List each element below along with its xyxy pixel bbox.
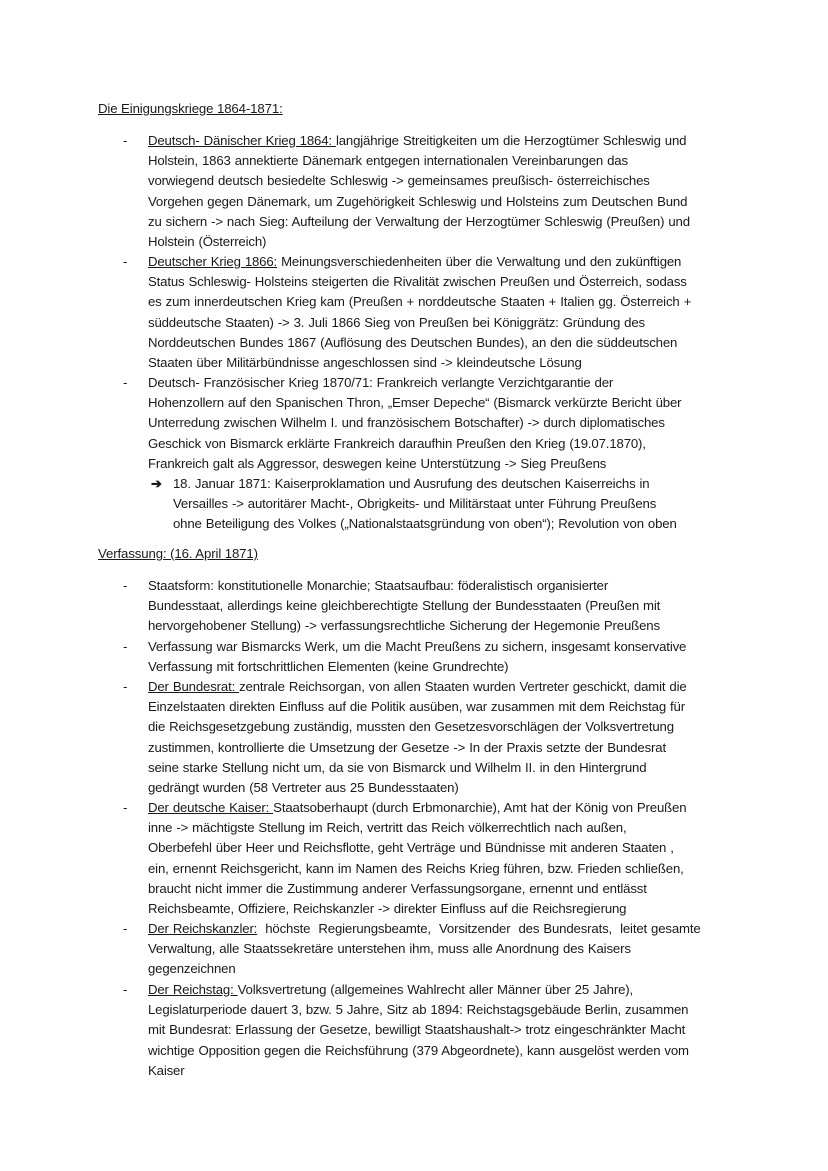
list-item-bismarcks-werk (123, 637, 733, 677)
item-lead: Der Reichskanzler: (148, 921, 258, 936)
item-lead: Der deutsche Kaiser: (148, 800, 274, 815)
list-item-bundesrat (123, 677, 733, 798)
section-heading-einigungskriege: Die Einigungskriege 1864-1871: (98, 101, 283, 116)
bullet-dash-icon: - (123, 375, 128, 390)
bullet-dash-icon: - (123, 578, 128, 593)
bullet-dash-icon: - (123, 921, 128, 936)
item-text: Verfassung war Bismarcks Werk, um die Macht Preußens zu sichern, insgesamt konservative Verfassung mit fortschrittlichen Elementen (keine Grundrechte) (148, 639, 687, 675)
item-text: Deutsch- Dänischer Krieg 1864: langjährige Streitigkeiten um die Herzogtümer Schleswig und Holstein, 1863 annektierte Dänemark entgegen internationalen Vereinbarungen das vorwiegend deutsch besiedelte Schleswig -> gemeinsames preußisch- österreichisches Vorgehen gegen Dänemark, um Zugehörigkeit Schleswig und Holsteins zum Deutschen Bund zu sichern -> nach Sieg: Aufteilung der Verwaltung der Herzogtümer Schleswig (Preußen) und Holstein (Österreich) (148, 133, 690, 250)
bullet-dash-icon: - (123, 982, 128, 997)
item-text: Deutscher Krieg 1866: Meinungsverschiedenheiten über die Verwaltung und den zukünftigen Status Schleswig- Holsteins steigerten die Rivalität zwischen Preußen und Österreich, sodass es zum innerdeutschen Krieg kam (Preußen + norddeutsche Staaten + Italien gg. Österreich + süddeutsche Staaten) -> 3. Juli 1866 Sieg von Preußen bei Königgrätz: Gründung des Norddeutschen Bundes 1867 (Auflösung des Deutschen Bundes), an den die süddeutschen Staaten über Militärbündnisse angeschlossen sind -> kleindeutsche Lösung (148, 254, 692, 371)
item-lead: Der Reichstag: (148, 982, 238, 997)
bullet-dash-icon: - (123, 800, 128, 815)
list-item-reichstag (123, 980, 733, 1081)
item-text: Deutsch- Französischer Krieg 1870/71: Frankreich verlangte Verzichtgarantie der Hohenzollern auf den Spanischen Thron, „Emser Depeche“ (Bismarck verkürzte Bericht über Unterredung zwischen Wilhelm I. und französischem Botschafter) -> durch diplomatisches Geschick von Bismarck erklärte Frankreich daraufhin Preußen den Krieg (19.07.1870), Frankreich galt als Aggressor, deswegen keine Unterstützung -> Sieg Preußens (148, 375, 682, 471)
list-item-deutsch-franzoesischer-krieg (123, 373, 733, 474)
item-lead: Der Bundesrat: (148, 679, 240, 694)
item-text: Der deutsche Kaiser: Staatsoberhaupt (durch Erbmonarchie), Amt hat der König von Preußen inne -> mächtigste Stellung im Reich, vertritt das Reich völkerrechtlich nach außen, Oberbefehl über Heer und Reichsflotte, geht Verträge und Bündnisse mit anderen Staaten , ein, ernennt Reichsgericht, kann im Namen des Reichs Krieg führen, bzw. Frieden schließen, braucht nicht immer die Zustimmung anderer Verfassungsorgane, ernennt und entlässt Reichsbeamte, Offiziere, Reichskanzler -> direkter Einfluss auf die Reichsregierung (148, 800, 687, 917)
item-text: 18. Januar 1871: Kaiserproklamation und Ausrufung des deutschen Kaiserreichs in Versailles -> autoritärer Macht-, Obrigkeits- und Militärstaat unter Führung Preußens ohne Beteiligung des Volkes („Nationalstaatsgründung von oben“); Revolution von oben (173, 476, 677, 532)
bullet-dash-icon: - (123, 639, 128, 654)
list-item-deutscher-krieg (123, 252, 733, 373)
conclusion-kaiserproklamation (151, 474, 741, 535)
bullet-dash-icon: - (123, 679, 128, 694)
arrow-right-icon: ➔ (151, 476, 162, 491)
bullet-dash-icon: - (123, 254, 128, 269)
list-item-staatsform (123, 576, 733, 637)
list-item-reichskanzler (123, 919, 733, 980)
list-item-deutsch-daenischer-krieg (123, 131, 733, 252)
item-lead: Deutscher Krieg 1866: (148, 254, 278, 269)
list-item-deutsche-kaiser (123, 798, 733, 919)
item-text: Der Reichstag: Volksvertretung (allgemeines Wahlrecht aller Männer über 25 Jahre), Legislaturperiode dauert 3, bzw. 5 Jahre, Sitz ab 1894: Reichstagsgebäude Berlin, zusammen mit Bundesrat: Erlassung der Gesetze, bewilligt Staatshaushalt-> trotz eingeschränkter Macht wichtige Opposition gegen die Reichsführung (379 Abgeordnete), kann ausgelöst werden vom Kaiser (148, 982, 689, 1078)
item-text: Der Bundesrat: zentrale Reichsorgan, von allen Staaten wurden Vertreter geschickt, damit die Einzelstaaten direkten Einfluss auf die Politik ausüben, war zusammen mit dem Reichstag für die Reichsgesetzgebung zuständig, mussten den Gesetzesvorschlägen der Volksvertretung zustimmen, kontrollierte die Umsetzung der Gesetze -> In der Praxis setzte der Bundesrat seine starke Stellung nicht um, da sie von Bismarck und Wilhelm II. in den Hintergrund gedrängt wurden (58 Vertreter aus 25 Bundesstaaten) (148, 679, 687, 796)
item-text: Staatsform: konstitutionelle Monarchie; Staatsaufbau: föderalistisch organisierter Bundesstaat, allerdings keine gleichberechtigte Stellung der Bundesstaaten (Preußen mit hervorgehobener Stellung) -> verfassungsrechtliche Sicherung der Hegemonie Preußens (148, 578, 661, 634)
item-text: Der Reichskanzler: höchste Regierungsbeamte, Vorsitzender des Bundesrats, leitet gesamte Verwaltung, alle Staatssekretäre unterstehen ihm, muss alle Anordnung des Kaisers gegenzeichnen (148, 921, 701, 977)
section-heading-verfassung: Verfassung: (16. April 1871) (98, 546, 258, 561)
bullet-dash-icon: - (123, 133, 128, 148)
item-lead: Deutsch- Dänischer Krieg 1864: (148, 133, 336, 148)
